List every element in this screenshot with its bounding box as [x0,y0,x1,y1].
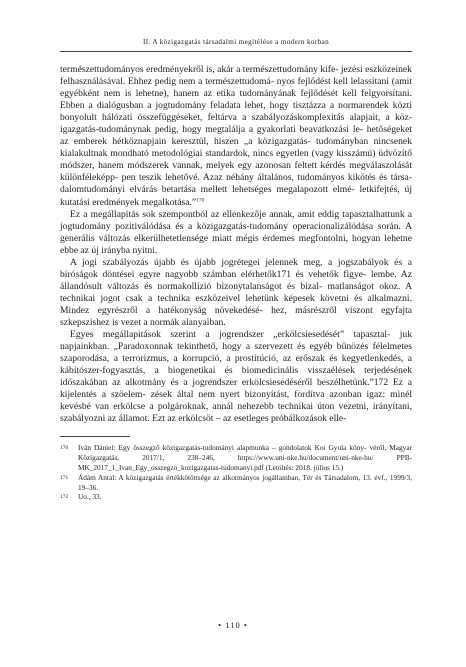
footnote-number: 172 [60,494,69,501]
footnote-number: 170 [60,445,69,452]
paragraph-4: Egyes megállapítások szerint a jogrendszer „erkölcsiesedését” tapasztal- juk napjainkban. „Paradoxonnak tekinthető, hogy a szervezett és egyéb bűnözés félelmetes szaporodása, a terrorizmus, a korrupció, a prostitúció, az erőszak és kegyetlenkedés, a kábítószer-fogyasztás, a biogenetikai és biomedicinális visszaélések terjedésének időszakában az alkotmány és a jogrendszer erkölcsiesedéséről beszélhetünk.”172 Ez a kijelentés a szöelem- zések által nem nyert bizonyítást, fordítva azonban igaz: minél kevésbé van erkölcse a polgároknak, annál nehezebb technikai úton vezetni, irányítani, szabályozni az államot. Ezt az erkölcsöt – az esetleges próbálkozások elle- [60,329,413,425]
paragraph-2: Ez a megállapítás sok szempontból az ellenkezője annak, amit eddig tapasztalhattunk a jogtudomány pozitiválódása és a közigazgatás-tudomány operacionalizálódása során. A generális változás elkerülhetetlensége miatt mégis érdemes megfontolni, hogyan lehetne ebbe az új irányba nyitni. [60,208,412,256]
paragraph-1: természettudományos eredményekről is, akár a természettudomány kife- jezési eszközeinek felhasználásával. Ehhez pedig nem a természettudomá- nyos fejlődést kell lelassítani (amit egyébként nem is lehetne), hanem az etika tudományának fejlődését kell felgyorsítani. Ebben a dialógusban a jogtudomány feladata lehet, hogy tisztázza a normarendek közti bonyolult hálózati összefüggéseket, feltárva a szabályozáskomplexitás alapjait, a köz- igazgatás-tudománynak pedig, hogy megtalálja a gyakorlati beavatkozási le- hetőségeket az emberek hétköznapjain keresztül, hiszen „a közigazgatás- tudományban nincsenek kialakultnak mondható metodológiai standardok, nincs egyetlen (vagy kisszámú) üdvözítő módszer, hanem módszerek vannak, melyek egy azonosan feltett kérdés megválaszolását különféleképp- pen teszik lehetővé. Azaz néhány általános, tudományos kikötés és társa- dalomtudományi elvárás betartása mellett lehetséges megalapozott elmé- letkifejtés, új kutatási eredmények megalkotása.”$^{170}$ [60,64,412,208]
footnotes [60,443,412,503]
footnote-number: 171 [60,474,69,481]
footnote-text: Iván Dániel: Egy összegző közigazgatás-tudományi alapmunka – gondolatok Koi Gyula köny- véről, Magyar Közigazgatás, 2017/1, 238–246, https://www.uni-nke.hu/document/uni-nke-hu/ PPB-MK_2017_1_Ivan_Egy_osszegzo_kozigazgatas-tudomanyi.pdf (Letöltés: 2018. július 15.) [78,443,412,472]
footnote-171 [60,473,412,493]
footnote-170 [60,443,412,472]
body-text [60,64,412,425]
footnote-text: Ádám Antal: A közigazgatás értékkötöttsége az alkotmányos jogállamban, Tér és Társadalom, 13. évf., 1999/3, 19–36. [78,472,412,492]
footnote-divider [60,436,130,437]
footnote-ref-170[interactable]: 170 [196,197,205,204]
paragraph-3: A jogi szabályozás újabb és újabb jogrétegei jelennek meg, a jogszabályok és a bíróságok döntései egyre nagyobb számban elérhetők171 és vehetők figye- lembe. Az állandósult változás és normakollízió bizonytalanságot és bizal- matlanságot okoz. A technikai jogot csak a technika eszközeivel lehetünk képesek követni és alkalmazni. Mindez egyrészről a hatékonyság növekedésé- hez, másrészről viszont egyfajta szkepszishez is vezet a normák alanyaiban. [60,256,413,328]
footnote-172 [60,492,412,503]
page-number: • 110 • [218,620,248,630]
footnote-text: Uo., 33. [78,492,102,502]
page [60,38,412,503]
running-head: II. A közigazgatás társadalmi megítélése a modern korban [60,38,412,52]
